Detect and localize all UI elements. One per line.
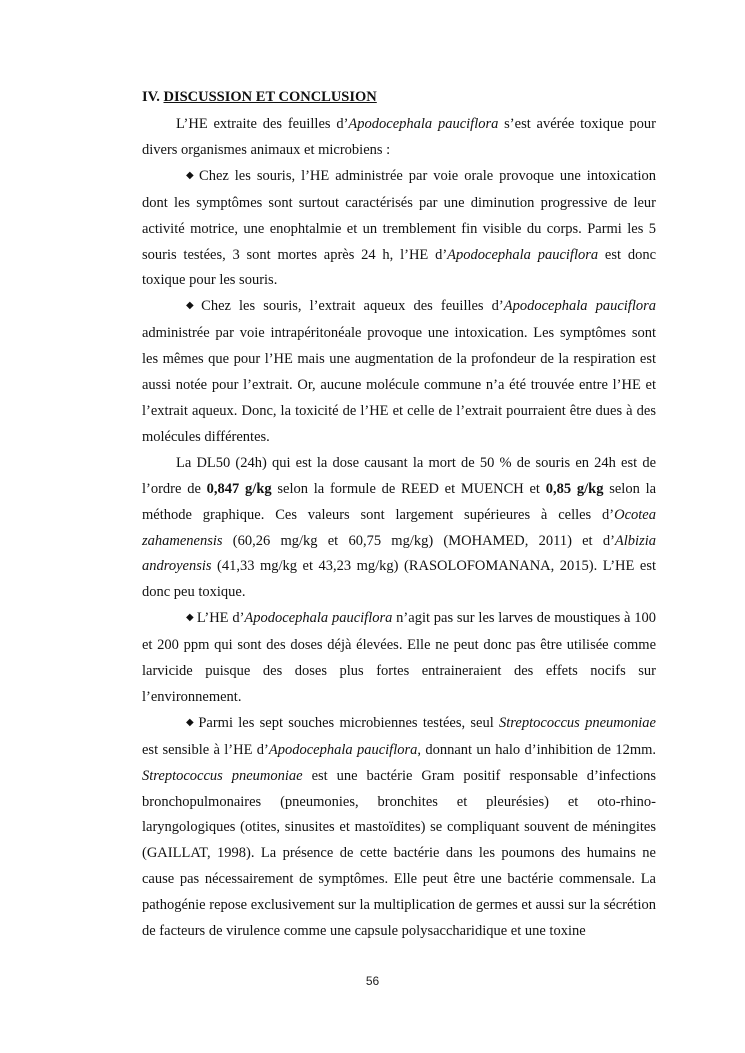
species-name: Apodocephala pauciflora xyxy=(348,116,499,132)
text-run: Parmi les sept souches microbiennes testées, seul xyxy=(198,714,500,731)
bullet-paragraph-larvicide xyxy=(142,606,656,711)
text-run: est sensible à l’HE d’ xyxy=(142,741,269,758)
species-name: Ocotea zahamenensis xyxy=(142,506,656,549)
diamond-bullet-icon: ◆ xyxy=(186,169,197,181)
paragraph-dl50 xyxy=(142,451,656,606)
text-run: Chez les souris, l’extrait aqueux des feuilles d’ xyxy=(201,298,504,315)
species-name: Apodocephala pauciflora xyxy=(244,610,393,627)
species-name: Albizia androyensis xyxy=(142,532,656,575)
text-run: n’agit pas sur les larves de moustiques à 100 et 200 ppm qui sont des doses déjà élevées. Elle ne peut donc pas être utilisée comme larvicide puisque des doses plus fortes entraineraient des effets nocifs sur l’environnement. xyxy=(142,610,657,705)
dose-value: 0,847 g/kg xyxy=(206,480,272,497)
dose-value: 0,85 g/kg xyxy=(545,480,604,497)
section-title: DISCUSSION ET CONCLUSION xyxy=(163,89,377,105)
text-run: , donnant un halo d’inhibition de 12mm. xyxy=(417,741,657,758)
diamond-bullet-icon: ◆ xyxy=(186,300,199,312)
species-name: Apodocephala pauciflora xyxy=(503,298,656,315)
text-run: selon la méthode graphique. Ces valeurs sont largement supérieures à celles d’ xyxy=(142,480,657,523)
text-run: La DL50 (24h) qui est la dose causant la mort de 50 % de souris en 24h est de l’ordre de xyxy=(142,454,656,497)
text-run: est donc toxique pour les souris. xyxy=(142,246,656,289)
text-run: est une bactérie Gram positif responsable d’infections bronchopulmonaires (pneumonies, bronchites et pleurésies) et oto-rhino-laryngologiques (otites, sinusites et mastoïdites) se compliquant souvent de méningites (GAILLAT, 1998). La présence de cette bactérie dans les poumons des humains ne cause pas nécessairement de symptômes. Elle peut être une bactérie commensale. La pathogénie repose exclusivement sur la multiplication de germes et aussi sur la sécrétion de facteurs de virulence comme une capsule polysaccharidique et une toxine xyxy=(142,767,656,940)
intro-paragraph xyxy=(142,112,656,164)
diamond-bullet-icon: ◆ xyxy=(186,716,196,728)
diamond-bullet-icon: ◆ xyxy=(186,612,194,624)
text-run: L’HE extraite des feuilles d’ xyxy=(176,116,349,132)
bullet-paragraph-antimicrobial xyxy=(142,711,656,945)
text-run: (60,26 mg/kg et 60,75 mg/kg) (MOHAMED, 2011) et d’ xyxy=(222,532,615,549)
text-run: L’HE d’ xyxy=(196,610,245,627)
species-name: Streptococcus pneumoniae xyxy=(499,714,656,731)
section-number: IV. xyxy=(142,89,160,105)
species-name: Apodocephala pauciflora xyxy=(447,246,599,263)
species-name: Streptococcus pneumoniae xyxy=(142,767,303,784)
document-body xyxy=(142,86,656,945)
bullet-paragraph-oral-toxicity xyxy=(142,164,656,295)
section-heading xyxy=(142,86,656,108)
text-run: selon la formule de REED et MUENCH et xyxy=(271,480,546,497)
text-run: s’est avérée toxique pour divers organismes animaux et microbiens : xyxy=(142,116,656,158)
species-name: Apodocephala pauciflora xyxy=(268,741,418,758)
text-run: administrée par voie intrapéritonéale provoque une intoxication. Les symptômes sont les mêmes que pour l’HE mais une augmentation de la profondeur de la respiration est aussi notée pour l’extrait. Or, aucune molécule commune n’a été trouvée entre l’HE et l’extrait aqueux. Donc, la toxicité de l’HE et celle de l’extrait pourraient être dues à des molécules différentes. xyxy=(142,325,656,445)
bullet-paragraph-aqueous-extract xyxy=(142,294,656,450)
text-run: (41,33 mg/kg et 43,23 mg/kg) (RASOLOFOMANANA, 2015). L’HE est donc peu toxique. xyxy=(142,558,656,601)
page-number: 56 xyxy=(365,974,380,988)
text-run: Chez les souris, l’HE administrée par voie orale provoque une intoxication dont les symptômes sont surtout caractérisés par une diminution progressive de leur activité motrice, une enophtalmie et un tremblement fin visible du corps. Parmi les 5 souris testées, 3 sont mortes après 24 h, l’HE d’ xyxy=(142,167,656,263)
